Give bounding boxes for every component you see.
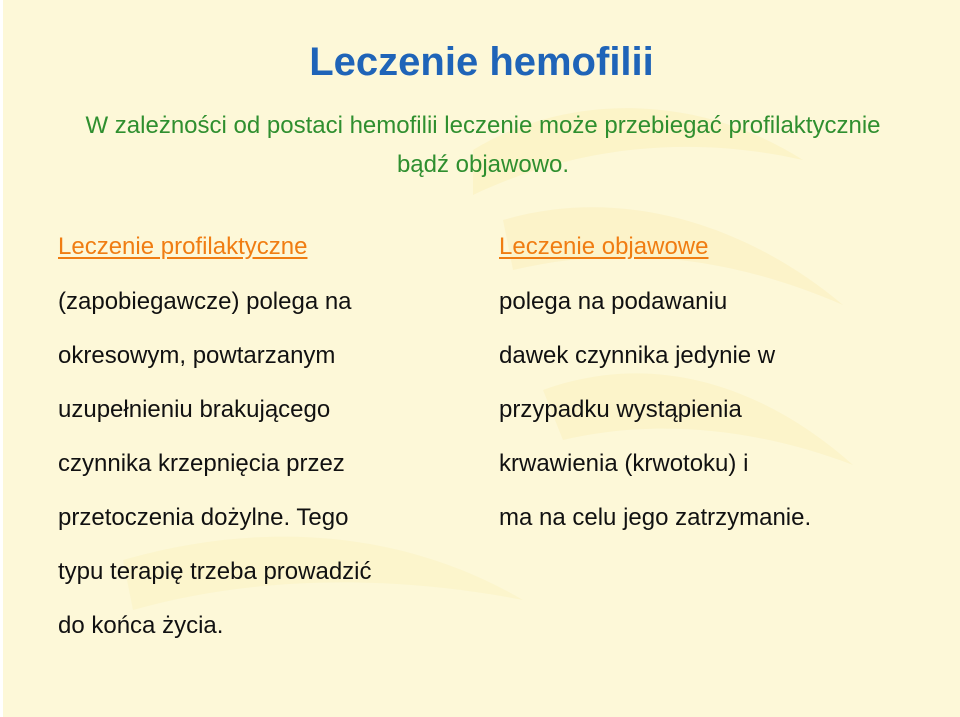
text-line: krwawienia (krwotoku) i (499, 450, 749, 477)
prophylactic-heading: Leczenie profilaktyczne (58, 233, 308, 260)
text-line: dawek czynnika jedynie w (499, 342, 776, 369)
text-line: ma na celu jego zatrzymanie. (499, 504, 812, 531)
text-line: przypadku wystąpienia (499, 396, 742, 423)
text-line: przetoczenia dożylne. Tego (58, 504, 349, 531)
text-line: okresowym, powtarzanym (58, 342, 336, 369)
text-line: polega na podawaniu (499, 288, 728, 315)
prophylactic-description (58, 288, 372, 666)
text-line: czynnika krzepnięcia przez (58, 450, 345, 477)
symptomatic-heading: Leczenie objawowe (499, 233, 709, 260)
slide-subtitle: W zależności od postaci hemofilii leczenie może przebiegać profilaktycznie bądź objawowo. (85, 112, 881, 178)
text-line: uzupełnieniu brakującego (58, 396, 331, 423)
text-line: do końca życia. (58, 612, 224, 639)
slide-title: Leczenie hemofilii (309, 40, 654, 84)
slide (3, 0, 960, 717)
symptomatic-description (499, 288, 811, 558)
text-line: typu terapię trzeba prowadzić (58, 558, 372, 585)
text-line: (zapobiegawcze) polega na (58, 288, 352, 315)
